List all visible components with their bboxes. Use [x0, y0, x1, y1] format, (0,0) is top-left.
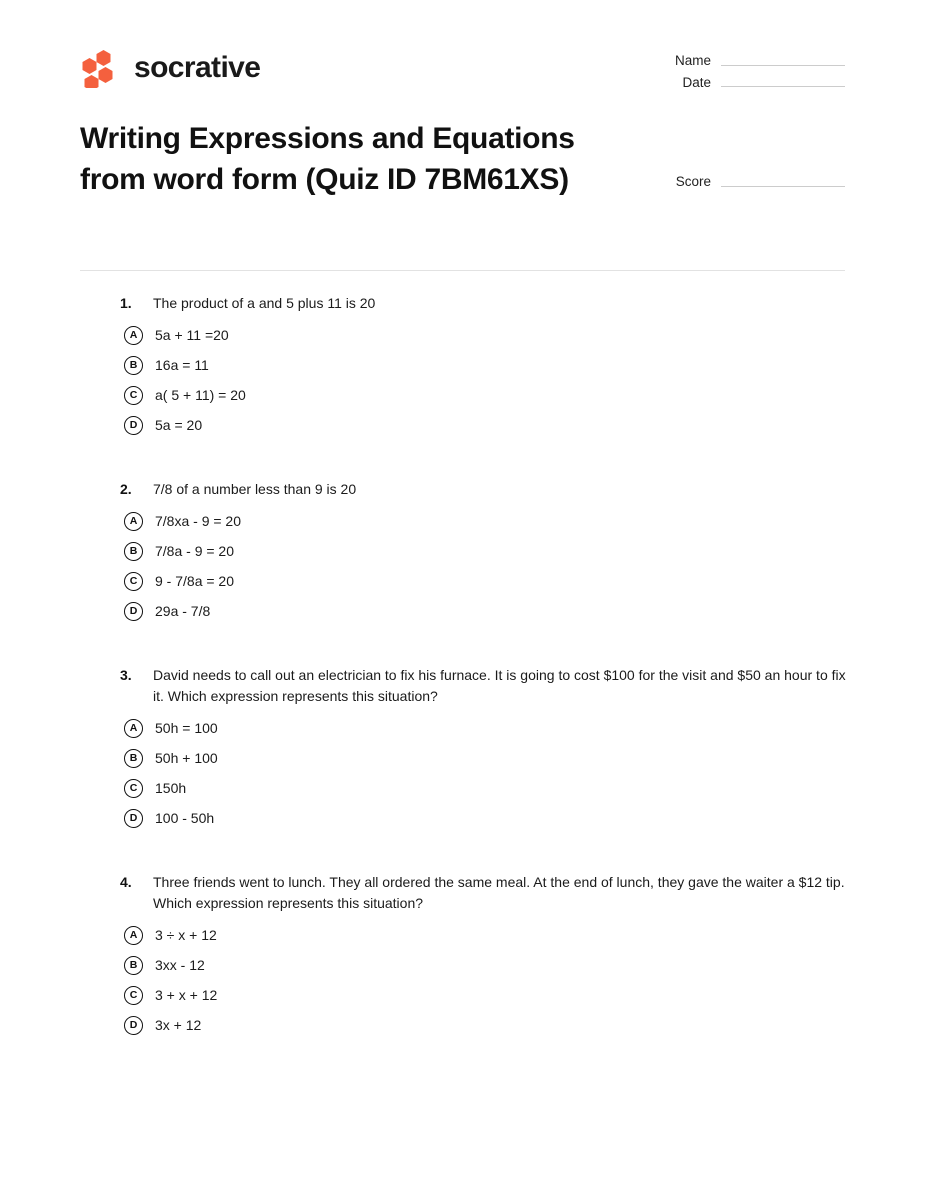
page-title: Writing Expressions and Equations from word form (Quiz ID 7BM61XS) [80, 122, 575, 196]
option-bubble-b[interactable]: B [124, 749, 143, 768]
questions-list [120, 293, 850, 1036]
option-row[interactable] [120, 747, 850, 769]
option-text: 50h + 100 [155, 750, 218, 766]
question-heading [120, 293, 850, 314]
question-text: 7/8 of a number less than 9 is 20 [153, 481, 357, 497]
option-row[interactable] [120, 540, 850, 562]
question-text: David needs to call out an electrician to fix his furnace. It is going to cost $100 for the visit and $50 an hour to fix it. Which expression represents this situation? [153, 667, 846, 704]
option-text: 3xx - 12 [155, 957, 205, 973]
option-row[interactable] [120, 807, 850, 829]
name-field-label: Name [674, 53, 711, 68]
option-row[interactable] [120, 717, 850, 739]
socrative-logo [80, 48, 260, 88]
name-field-row [675, 54, 845, 68]
option-text: 3x + 12 [155, 1017, 202, 1033]
question-number: 3. [120, 667, 132, 683]
option-bubble-d[interactable]: D [124, 416, 143, 435]
option-row[interactable] [120, 1014, 850, 1036]
option-text: 3 + x + 12 [155, 987, 218, 1003]
question-number: 4. [120, 874, 132, 890]
question-block [120, 665, 850, 829]
option-text: 7/8xa - 9 = 20 [155, 513, 242, 529]
socrative-wordmark: socrative [134, 51, 261, 84]
question-number: 2. [120, 481, 132, 497]
option-text: 5a = 20 [155, 417, 203, 433]
option-bubble-d[interactable]: D [124, 602, 143, 621]
score-field-line[interactable] [721, 186, 845, 187]
option-text: 7/8a - 9 = 20 [155, 543, 235, 559]
option-bubble-b[interactable]: B [124, 956, 143, 975]
option-bubble-c[interactable]: C [124, 386, 143, 405]
option-row[interactable] [120, 324, 850, 346]
date-field-row [675, 76, 845, 90]
question-number: 1. [120, 295, 132, 311]
question-block [120, 293, 850, 436]
option-row[interactable] [120, 570, 850, 592]
option-text: 3 ÷ x + 12 [155, 927, 217, 943]
option-bubble-b[interactable]: B [124, 356, 143, 375]
option-bubble-d[interactable]: D [124, 809, 143, 828]
option-bubble-b[interactable]: B [124, 542, 143, 561]
option-row[interactable] [120, 384, 850, 406]
option-text: 150h [155, 780, 187, 796]
question-heading [120, 872, 850, 914]
question-text: Three friends went to lunch. They all ordered the same meal. At the end of lunch, they gave the waiter a $12 tip. Which expression represents this situation? [153, 874, 845, 911]
question-heading [120, 665, 850, 707]
option-row[interactable] [120, 924, 850, 946]
option-row[interactable] [120, 954, 850, 976]
option-bubble-c[interactable]: C [124, 572, 143, 591]
option-text: 50h = 100 [155, 720, 218, 736]
option-bubble-a[interactable]: A [124, 719, 143, 738]
question-block [120, 479, 850, 622]
option-text: 29a - 7/8 [155, 603, 211, 619]
option-row[interactable] [120, 984, 850, 1006]
option-bubble-c[interactable]: C [124, 779, 143, 798]
option-bubble-a[interactable]: A [124, 326, 143, 345]
page-header [80, 44, 845, 104]
option-row[interactable] [120, 510, 850, 532]
header-divider [80, 270, 845, 271]
name-field-line[interactable] [721, 65, 845, 66]
option-row[interactable] [120, 354, 850, 376]
option-row[interactable] [120, 777, 850, 799]
option-text: 100 - 50h [155, 810, 215, 826]
option-bubble-c[interactable]: C [124, 986, 143, 1005]
option-bubble-a[interactable]: A [124, 512, 143, 531]
title-block [80, 118, 640, 200]
question-block [120, 872, 850, 1036]
question-heading [120, 479, 850, 500]
options-list [120, 924, 850, 1036]
options-list [120, 717, 850, 829]
question-text: The product of a and 5 plus 11 is 20 [153, 295, 376, 311]
option-row[interactable] [120, 414, 850, 436]
option-bubble-a[interactable]: A [124, 926, 143, 945]
date-field-label: Date [682, 74, 711, 90]
option-text: a( 5 + 11) = 20 [155, 387, 246, 403]
option-bubble-d[interactable]: D [124, 1016, 143, 1035]
option-text: 16a = 11 [155, 357, 209, 373]
option-row[interactable] [120, 600, 850, 622]
options-list [120, 324, 850, 436]
score-field-label: Score [675, 174, 711, 189]
date-field-line[interactable] [721, 86, 845, 87]
student-info-fields [675, 54, 845, 89]
option-text: 9 - 7/8a = 20 [155, 573, 235, 589]
options-list [120, 510, 850, 622]
score-field-row [676, 175, 845, 189]
socrative-hexagon-logo-icon [80, 48, 120, 88]
option-text: 5a + 11 =20 [155, 327, 229, 343]
